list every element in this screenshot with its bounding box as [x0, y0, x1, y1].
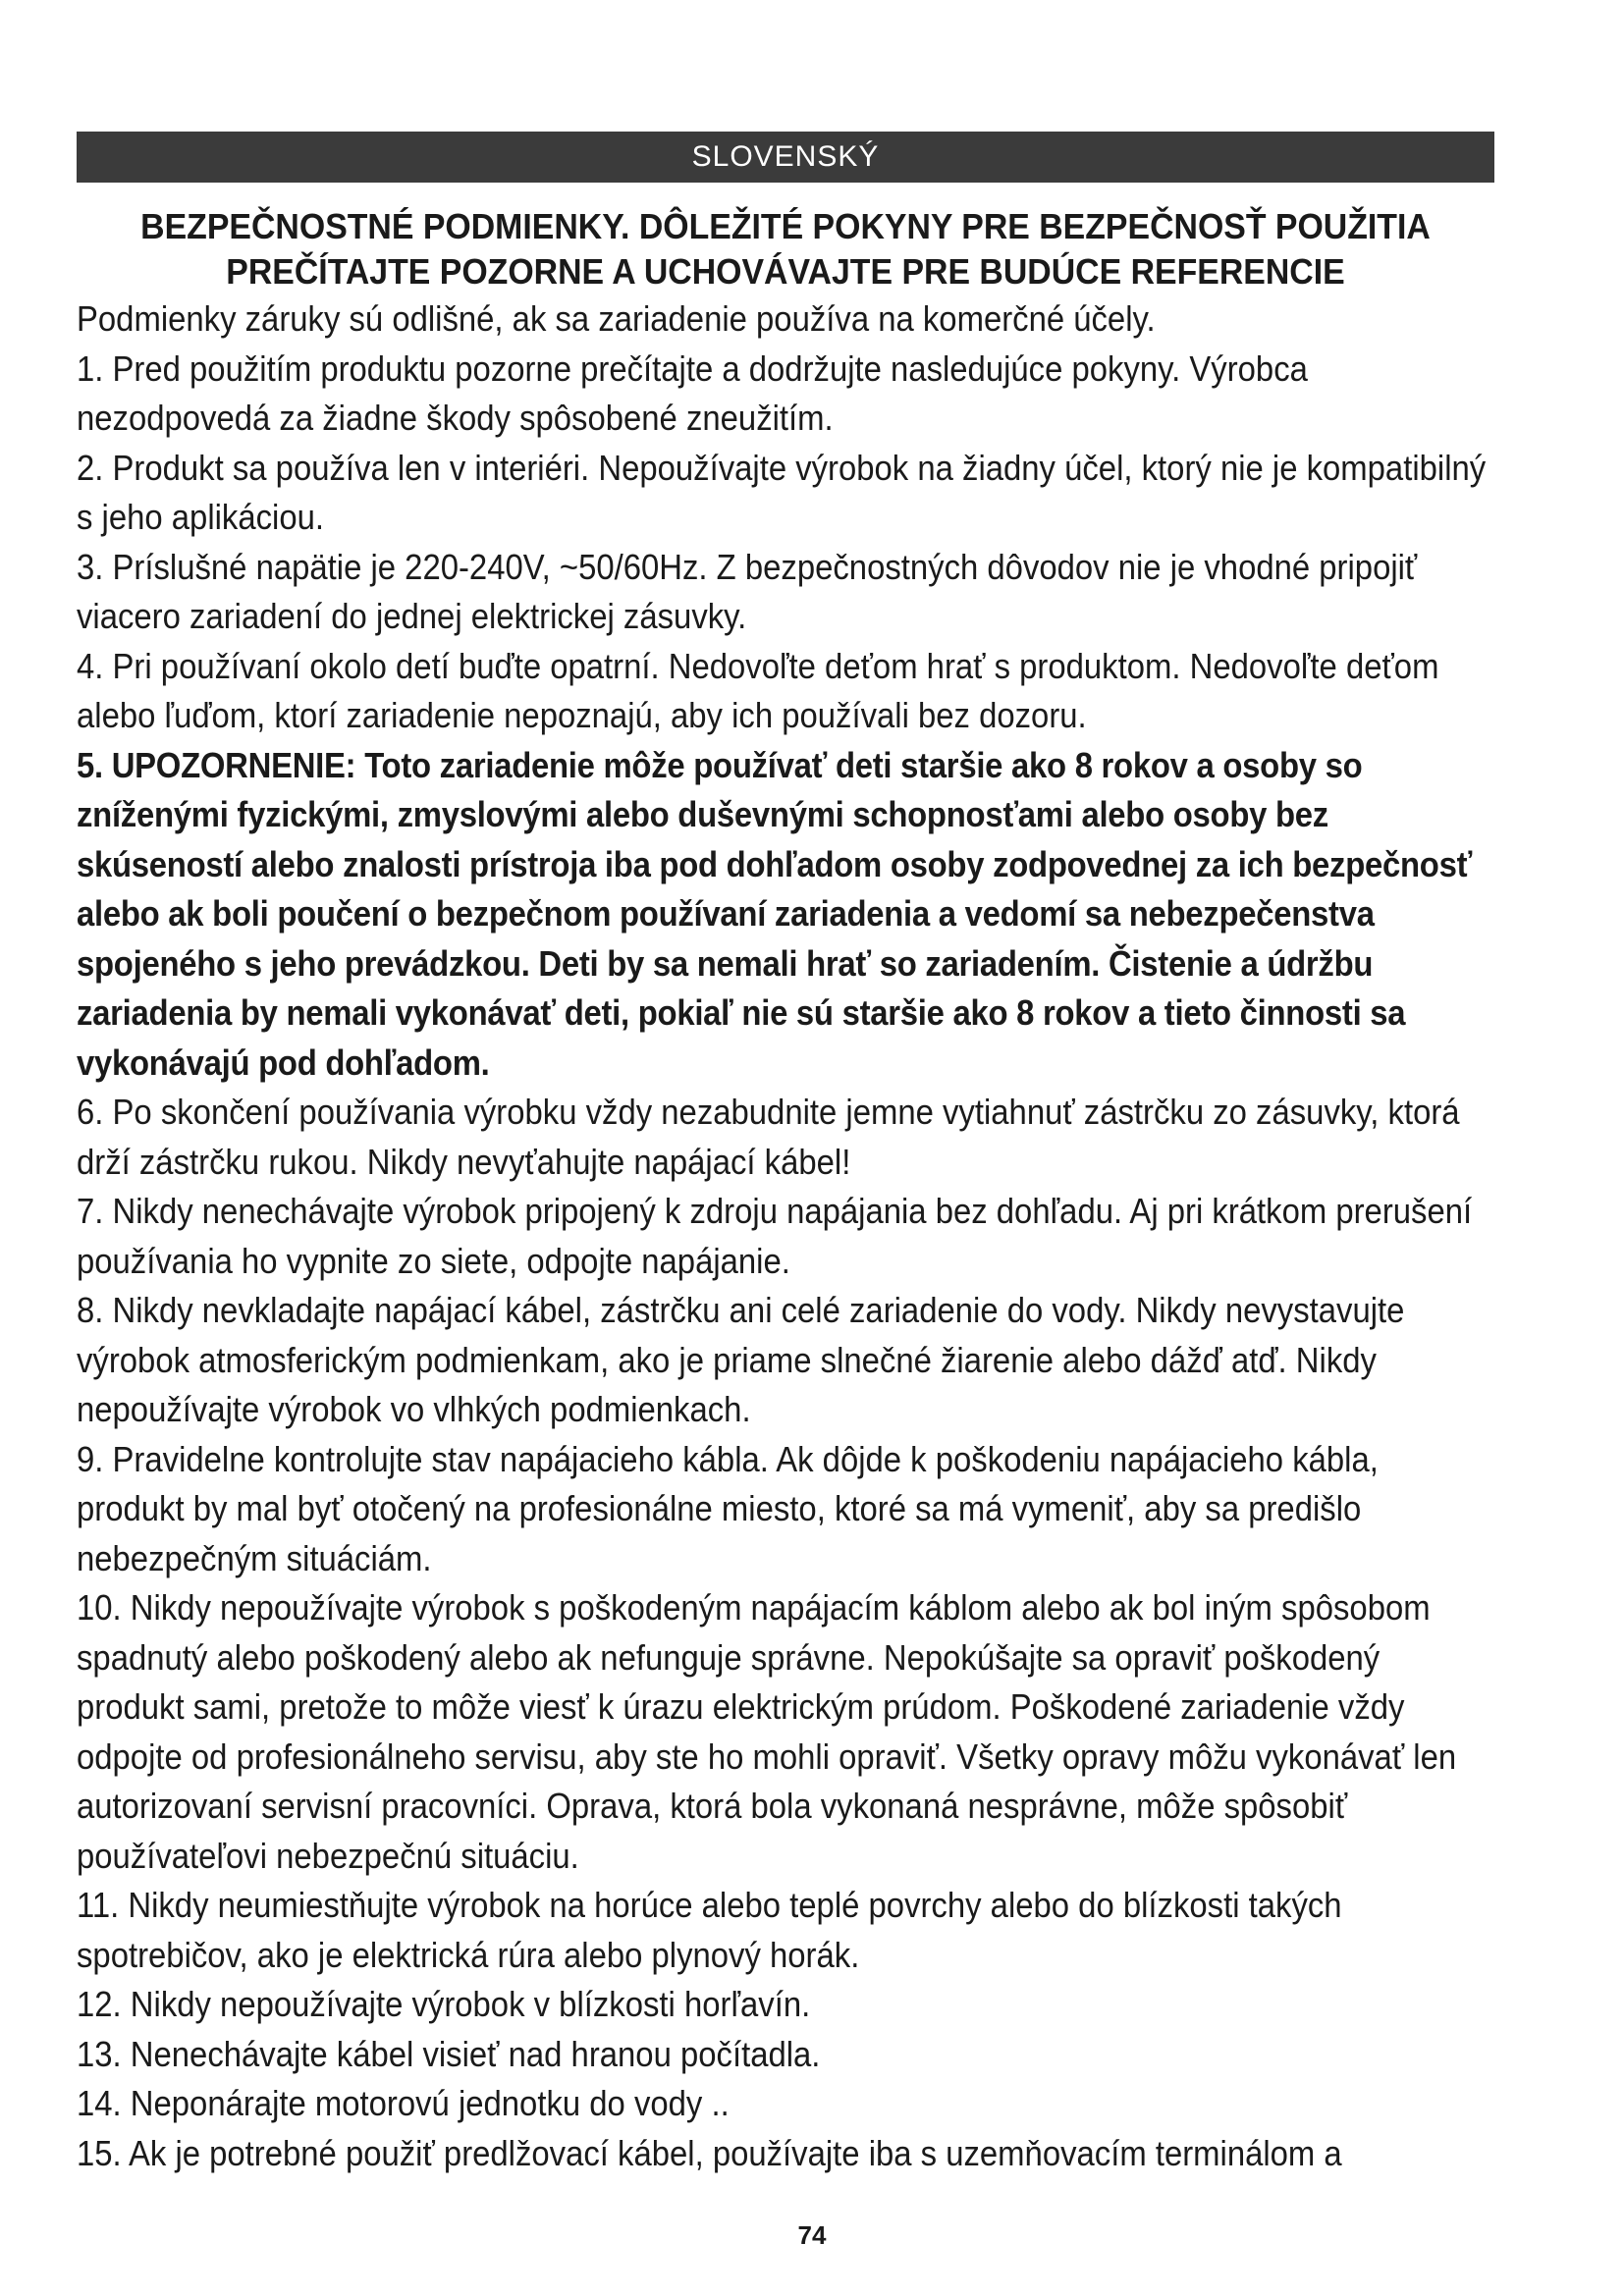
- safety-title-line-1: BEZPEČNOSTNÉ PODMIENKY. DÔLEŽITÉ POKYNY PRE BEZPEČNOSŤ POUŽITIA: [140, 206, 1431, 246]
- instruction-item-5-warning: 5. UPOZORNENIE: Toto zariadenie môže používať deti staršie ako 8 rokov a osoby so zníženými fyzickými, zmyslovými alebo duševnými schopnosťami alebo osoby bez skúseností alebo znalosti prístroja iba pod dohľadom osoby zodpovednej za ich bezpečnosť alebo ak boli poučení o bezpečnom používaní zariadenia a vedomí sa nebezpečenstva spojeného s jeho prevádzkou. Deti by sa nemali hrať so zariadením. Čistenie a údržbu zariadenia by nemali vykonávať deti, pokiaľ nie sú staršie ako 8 rokov a tieto činnosti sa vykonávajú pod dohľadom.: [77, 744, 1473, 1083]
- instruction-item-1: 1. Pred použitím produktu pozorne prečítajte a dodržujte nasledujúce pokyny. Výrobca nezodpovedá za žiadne škody spôsobené zneužitím.: [77, 347, 1308, 438]
- safety-title-line-2: PREČÍTAJTE POZORNE A UCHOVÁVAJTE PRE BUDÚCE REFERENCIE: [226, 251, 1345, 292]
- language-header-bar: [77, 132, 1494, 183]
- instruction-item-14: 14. Neponárajte motorovú jednotku do vody ..: [77, 2083, 730, 2123]
- instruction-item-7: 7. Nikdy nenechávajte výrobok pripojený k zdroju napájania bez dohľadu. Aj pri krátkom prerušení používania ho vypnite zo siete, odpojte napájanie.: [77, 1191, 1473, 1281]
- instruction-item-15: 15. Ak je potrebné použiť predlžovací kábel, používajte iba s uzemňovacím terminálom a: [77, 2132, 1342, 2173]
- instruction-item-2: 2. Produkt sa používa len v interiéri. Nepoužívajte výrobok na žiadny účel, ktorý nie je kompatibilný s jeho aplikáciou.: [77, 447, 1487, 537]
- instructions-body: [77, 294, 1494, 2178]
- instruction-item-6: 6. Po skončení používania výrobku vždy nezabudnite jemne vytiahnuť zástrčku zo zásuvky, ktorá drží zástrčku rukou. Nikdy nevyťahujte napájací kábel!: [77, 1092, 1460, 1182]
- language-label: SLOVENSKÝ: [691, 140, 880, 173]
- instruction-item-10: 10. Nikdy nepoužívajte výrobok s poškodeným napájacím káblom alebo ak bol iným spôsobom spadnutý alebo poškodený alebo ak nefunguje správne. Nepokúšajte sa opraviť poškodený produkt sami, pretože to môže viesť k úrazu elektrickým prúdom. Poškodené zariadenie vždy odpojte od profesionálneho servisu, aby ste ho mohli opraviť. Všetky opravy môžu vykonávať len autorizovaní servisní pracovníci. Oprava, ktorá bola vykonaná nesprávne, môže spôsobiť používateľovi nebezpečnú situáciu.: [77, 1587, 1457, 1876]
- instruction-item-9: 9. Pravidelne kontrolujte stav napájacieho kábla. Ak dôjde k poškodeniu napájacieho kábla, produkt by mal byť otočený na profesionálne miesto, ktoré sa má vymeniť, aby sa predišlo nebezpečným situáciám.: [77, 1438, 1379, 1578]
- document-page: [77, 132, 1494, 2178]
- instruction-item-12: 12. Nikdy nepoužívajte výrobok v blízkosti horľavín.: [77, 1984, 811, 2024]
- safety-title: [119, 204, 1451, 294]
- instruction-item-13: 13. Nenechávajte kábel visieť nad hranou počítadla.: [77, 2033, 821, 2074]
- instruction-item-8: 8. Nikdy nevkladajte napájací kábel, zástrčku ani celé zariadenie do vody. Nikdy nevystavujte výrobok atmosferickým podmienkam, ako je priame slnečné žiarenie alebo dážď atď. Nikdy nepoužívajte výrobok vo vlhkých podmienkach.: [77, 1290, 1405, 1429]
- instruction-item-11: 11. Nikdy neumiestňujte výrobok na horúce alebo teplé povrchy alebo do blízkosti takých spotrebičov, ako je elektrická rúra alebo plynový horák.: [77, 1885, 1342, 1975]
- instruction-item-4: 4. Pri používaní okolo detí buďte opatrní. Nedovoľte deťom hrať s produktom. Nedovoľte deťom alebo ľuďom, ktorí zariadenie nepoznajú, aby ich používali bez dozoru.: [77, 645, 1439, 735]
- warranty-intro: Podmienky záruky sú odlišné, ak sa zariadenie používa na komerčné účely.: [77, 298, 1156, 339]
- page-number: 74: [797, 2220, 827, 2250]
- instruction-item-3: 3. Príslušné napätie je 220-240V, ~50/60Hz. Z bezpečnostných dôvodov nie je vhodné pripojiť viacero zariadení do jednej elektrickej zásuvky.: [77, 546, 1418, 636]
